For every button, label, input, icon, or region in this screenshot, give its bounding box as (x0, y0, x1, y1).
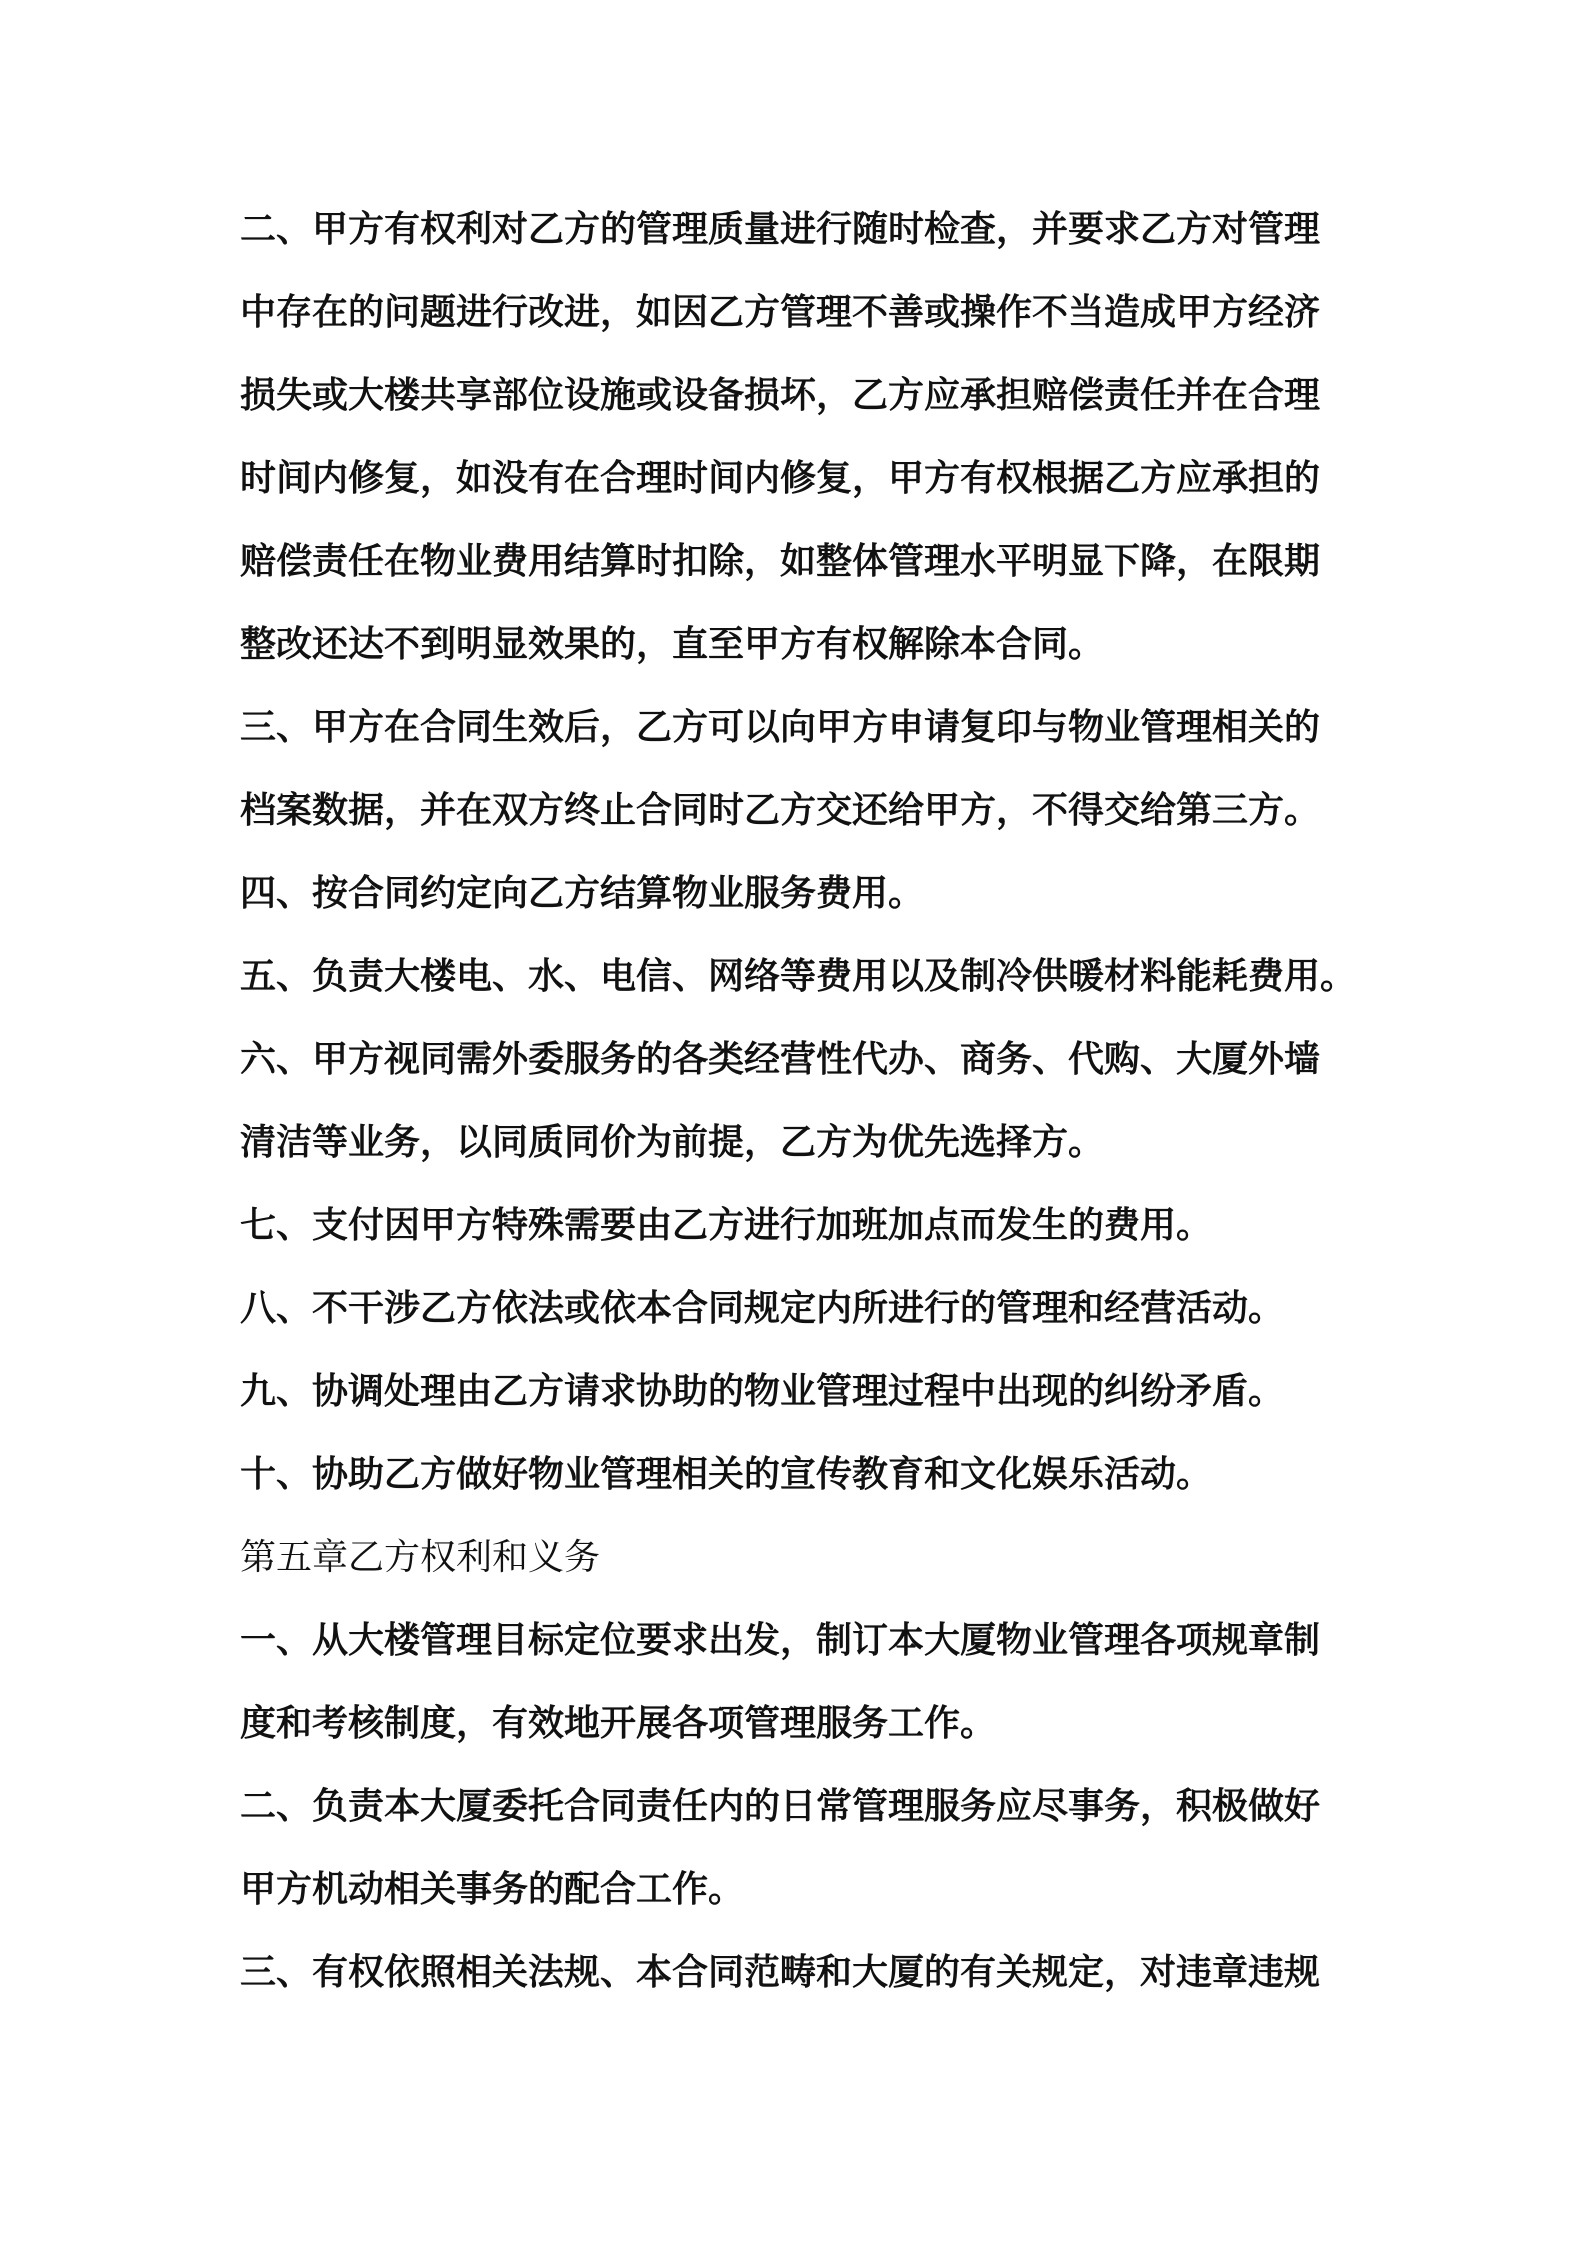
text-line: 九、协调处理由乙方请求协助的物业管理过程中出现的纠纷矛盾。 (240, 1371, 1285, 1412)
text-line: 五、负责大楼电、水、电信、网络等费用以及制冷供暖材料能耗费用。 (240, 956, 1357, 997)
text-line: 三、甲方在合同生效后，乙方可以向甲方申请复印与物业管理相关的 (240, 707, 1321, 748)
text-line: 档案数据，并在双方终止合同时乙方交还给甲方，不得交给第三方。 (240, 790, 1321, 831)
document-body (240, 188, 1370, 2014)
text-line: 整改还达不到明显效果的，直至甲方有权解除本合同。 (240, 624, 1105, 665)
text-line: 清洁等业务，以同质同价为前提，乙方为优先选择方。 (240, 1122, 1105, 1163)
text-line: 八、不干涉乙方依法或依本合同规定内所进行的管理和经营活动。 (240, 1288, 1285, 1329)
text-line: 七、支付因甲方特殊需要由乙方进行加班加点而发生的费用。 (240, 1205, 1213, 1246)
text-line: 十、协助乙方做好物业管理相关的宣传教育和文化娱乐活动。 (240, 1454, 1213, 1495)
text-line: 四、按合同约定向乙方结算物业服务费用。 (240, 873, 925, 914)
text-line: 中存在的问题进行改进，如因乙方管理不善或操作不当造成甲方经济 (240, 292, 1321, 333)
text-line: 赔偿责任在物业费用结算时扣除，如整体管理水平明显下降，在限期 (240, 541, 1321, 582)
text-line: 度和考核制度，有效地开展各项管理服务工作。 (240, 1703, 997, 1744)
text-line: 时间内修复，如没有在合理时间内修复，甲方有权根据乙方应承担的 (240, 458, 1321, 499)
text-line: 甲方机动相关事务的配合工作。 (240, 1869, 745, 1910)
chapter-heading: 第五章乙方权利和义务 (240, 1537, 601, 1578)
text-line: 二、负责本大厦委托合同责任内的日常管理服务应尽事务，积极做好 (240, 1786, 1321, 1827)
text-line: 损失或大楼共享部位设施或设备损坏，乙方应承担赔偿责任并在合理 (240, 375, 1321, 416)
text-line: 六、甲方视同需外委服务的各类经营性代办、商务、代购、大厦外墙 (240, 1039, 1321, 1080)
text-line: 一、从大楼管理目标定位要求出发，制订本大厦物业管理各项规章制 (240, 1620, 1321, 1661)
text-line: 三、有权依照相关法规、本合同范畴和大厦的有关规定，对违章违规 (240, 1952, 1321, 1993)
text-line: 二、甲方有权利对乙方的管理质量进行随时检查，并要求乙方对管理 (240, 209, 1321, 250)
